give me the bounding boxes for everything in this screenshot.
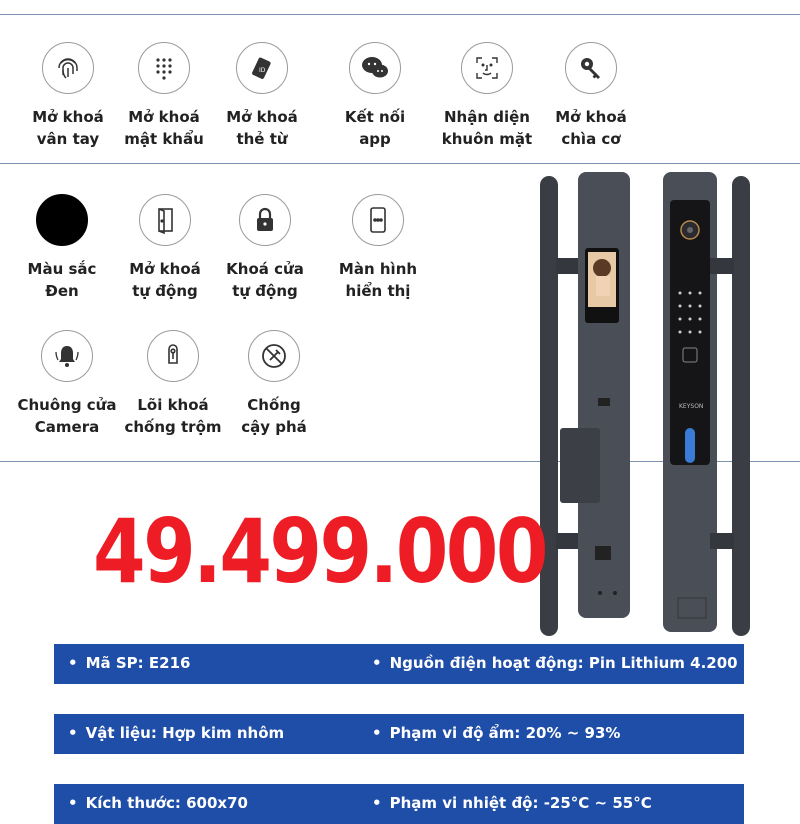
- feature-doorbell: [7, 330, 127, 438]
- key-icon: [565, 42, 617, 94]
- door-icon: [139, 194, 191, 246]
- spec-right: • Phạm vi nhiệt độ: -25°C ~ 55°C: [372, 794, 652, 812]
- feature-app: [315, 42, 435, 150]
- feature-label: Khoá cửa tự động: [226, 260, 304, 300]
- spec-bar: [54, 714, 744, 754]
- feature-label: Màn hình hiển thị: [338, 260, 418, 300]
- feature-label: Nhận diện khuôn mặt: [441, 108, 533, 148]
- divider-2: [0, 163, 800, 164]
- feature-label: Mở khoá chìa cơ: [555, 108, 627, 148]
- face-scan-icon: [461, 42, 513, 94]
- anti-pry-icon: [248, 330, 300, 382]
- card-icon: [236, 42, 288, 94]
- lock-cylinder-icon: [147, 330, 199, 382]
- feature-color: [2, 194, 122, 302]
- spec-left: • Kích thước: 600x70: [68, 794, 248, 812]
- feature-label: Chống cậy phá: [241, 396, 307, 436]
- black-color-swatch: [36, 194, 88, 246]
- feature-label: Kết nối app: [344, 108, 406, 148]
- fingerprint-icon: [42, 42, 94, 94]
- divider-top: [0, 14, 800, 15]
- feature-label: Mở khoá vân tay: [32, 108, 104, 148]
- feature-anti-pry: [214, 330, 334, 438]
- spec-right: • Phạm vi độ ẩm: 20% ~ 93%: [372, 724, 620, 742]
- feature-label: Mở khoá tự động: [129, 260, 201, 300]
- feature-label: Lõi khoá chống trộm: [124, 396, 222, 436]
- feature-label: Màu sắc Đen: [27, 260, 97, 300]
- feature-card: [202, 42, 322, 150]
- chat-app-icon: [349, 42, 401, 94]
- feature-label: Mở khoá thẻ từ: [226, 108, 298, 148]
- spec-right: • Nguồn điện hoạt động: Pin Lithium 4.200 MA: [372, 654, 769, 672]
- padlock-icon: [239, 194, 291, 246]
- smart-lock-product-image: [520, 168, 760, 638]
- product-badge: KEYSON: [679, 403, 704, 410]
- feature-key: [531, 42, 651, 150]
- spec-left: • Vật liệu: Hợp kim nhôm: [68, 724, 284, 742]
- feature-label: Chuông cửa Camera: [17, 396, 117, 436]
- feature-auto-lock: [205, 194, 325, 302]
- keypad-icon: [138, 42, 190, 94]
- feature-label: Mở khoá mật khẩu: [124, 108, 204, 148]
- spec-bar: [54, 784, 744, 824]
- spec-bar: [54, 644, 770, 684]
- spec-left: • Mã SP: E216: [68, 654, 190, 672]
- svg-text:ID: ID: [259, 67, 266, 74]
- feature-screen: [318, 194, 438, 302]
- phone-screen-icon: [352, 194, 404, 246]
- feature-face: [427, 42, 547, 150]
- bell-icon: [41, 330, 93, 382]
- price: 49.499.000: [93, 500, 546, 603]
